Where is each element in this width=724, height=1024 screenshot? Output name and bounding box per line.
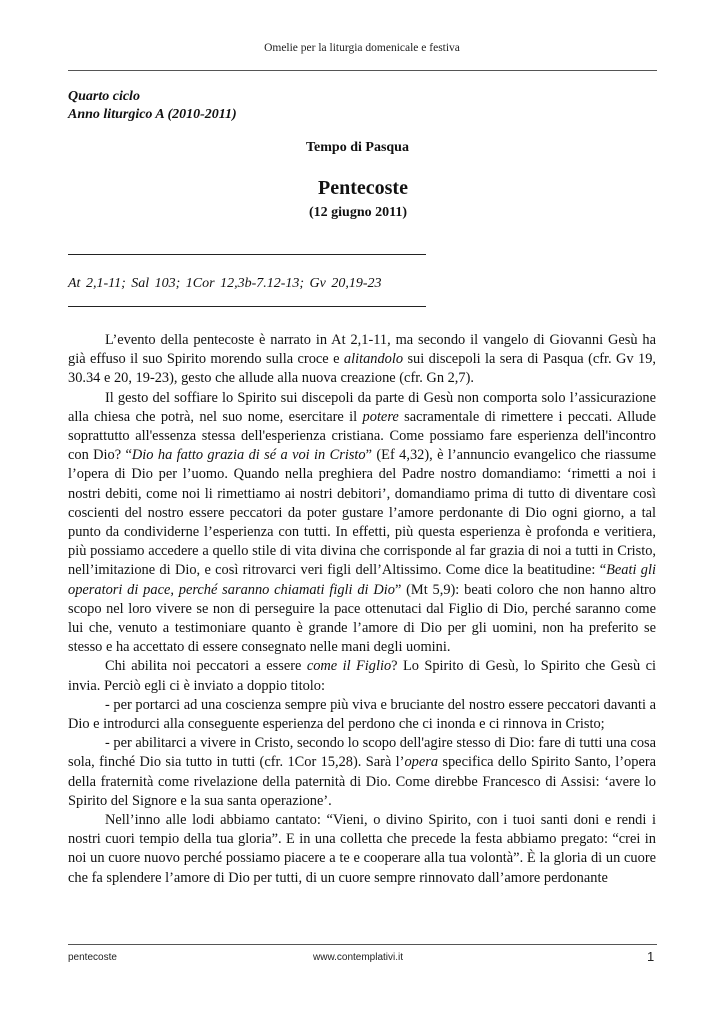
list-item-1: - per portarci ad una coscienza sempre più viva e bruciante del nostro essere peccatori davanti a Dio e introdurci alla conseguente esperienza del perdono che ci inonda e ci rinnova in Cristo; bbox=[68, 696, 656, 733]
paragraph-4: Nell’inno alle lodi abbiamo cantato: “Vieni, o divino Spirito, con i tuoi santi doni e rendi i nostri cuori tempio della tua gloria”. E in una colletta che precede la festa abbiamo pregato: “crei in noi un cuore nuovo perché possiamo piacere a te e cooperare alla tua volontà”. È la gloria di un cuore che fa splendere l’amore di Dio per tutti, di un cuore sempre rinnovato dall’amore perdonante bbox=[68, 812, 656, 886]
text-run: sacramentale di rimettere i peccati. Allude soprattutto all'essenza stessa dell'esperienza cristiana. Come possiamo fare esperienza dell'incontro con Dio? “ bbox=[68, 408, 656, 464]
text-run: Chi abilita noi peccatori a essere bbox=[105, 658, 307, 675]
readings-rule-top bbox=[68, 254, 426, 255]
text-run: ” (Ef 4,32), è l’annuncio evangelico che riassume l’opera di Dio per l’uomo. Quando nella preghiera del Padre nostro domandiamo: ‘rimetti a noi i nostri debiti, come noi li rimettiamo ai nostri debitori’, domandiamo prima di tutto di diventare così coscienti del nostro essere peccatori da poter gustare l’amore perdonante di Dio ogni giorno, a tal punto da condividerne l’esperienza con tutti. In effetti, più questa esperienza è profonda e veritiera, più possiamo accedere a quello stile di vita divina che corrisponde al far grazia di noi a tutti in Cristo, nell’imitazione di Dio, e così ritrovarci veri figli dell’Altissimo. Come dice la beatitudine: “ bbox=[68, 447, 656, 579]
page-number: 1 bbox=[647, 949, 655, 964]
emphasis: alitandolo bbox=[343, 351, 404, 368]
paragraph-2 bbox=[68, 389, 656, 658]
paragraph-3 bbox=[68, 657, 656, 695]
emphasis: potere bbox=[362, 408, 399, 425]
paragraph-1 bbox=[68, 331, 656, 389]
feast-title: Pentecoste bbox=[318, 177, 408, 199]
text-run: sui discepoli la sera di Pasqua (cfr. Gv 19, 30.34 e 20, 19-23), gesto che allude alla nuova creazione (cfr. Gn 2,7). bbox=[68, 351, 656, 387]
text-run: - per abilitarci a vivere in Cristo, secondo lo scopo dell'agire stesso di Dio: fare di tutti una cosa sola, finché Dio sia tutto in tutti (cfr. 1Cor 15,28). Sarà l’ bbox=[68, 735, 656, 771]
list-item-2 bbox=[68, 734, 656, 811]
text-run: specifica dello Spirito Santo, l’opera della fraternità come rivelazione della paternità di Dio. Come direbbe Francesco di Assisi: ‘avere lo Spirito del Signore e la sua santa operazione’. bbox=[68, 754, 657, 809]
feast-date: (12 giugno 2011) bbox=[309, 205, 408, 220]
text-run: Il gesto del soffiare lo Spirito sui discepoli da parte di Gesù non comporta solo l’assicurazione alla chiesa che potrà, nel suo nome, esercitare il bbox=[68, 389, 656, 425]
emphasis: come il Figlio bbox=[306, 658, 392, 675]
cycle-heading bbox=[68, 88, 237, 124]
footer-website[interactable]: www.contemplativi.it bbox=[313, 952, 404, 963]
text-run: L’evento della pentecoste è narrato in At 2,1-11, ma secondo il vangelo di Giovanni Gesù ha già effuso il suo Spirito morendo sulla croce e bbox=[68, 332, 656, 368]
liturgical-year: Anno liturgico A (2010-2011) bbox=[68, 107, 237, 122]
readings-rule-bottom bbox=[68, 306, 426, 307]
cycle-label: Quarto ciclo bbox=[68, 89, 140, 104]
header-rule bbox=[68, 70, 657, 71]
running-header: Omelie per la liturgia domenicale e festiva bbox=[264, 42, 460, 54]
readings-references: At 2,1-11; Sal 103; 1Cor 12,3b-7.12-13; Gv 20,19-23 bbox=[68, 276, 382, 291]
text-run: ? Lo Spirito di Gesù, lo Spirito che Gesù ci invia. Perciò egli ci è inviato a doppio titolo: bbox=[68, 658, 657, 694]
text-run: ” (Mt 5,9): beati coloro che non hanno altro scopo nel loro vivere se non di perseguire la pace ottenutaci dal Figlio di Dio, perché saranno come lui che, venuto a testimoniare quanto è grande l’amore di Dio per gli uomini, non ha preferito se stesso e ha accettato di essere consegnato nelle mani degli uomini. bbox=[68, 581, 656, 656]
scripture-quote: Dio ha fatto grazia di sé a voi in Cristo bbox=[131, 447, 366, 464]
footer-document-name: pentecoste bbox=[68, 952, 117, 963]
season-title: Tempo di Pasqua bbox=[306, 140, 409, 155]
emphasis: opera bbox=[404, 754, 439, 771]
homily-body bbox=[68, 331, 656, 888]
footer-rule bbox=[68, 944, 657, 945]
scripture-quote: Beati gli operatori di pace, perché saranno chiamati figli di Dio bbox=[68, 562, 656, 598]
